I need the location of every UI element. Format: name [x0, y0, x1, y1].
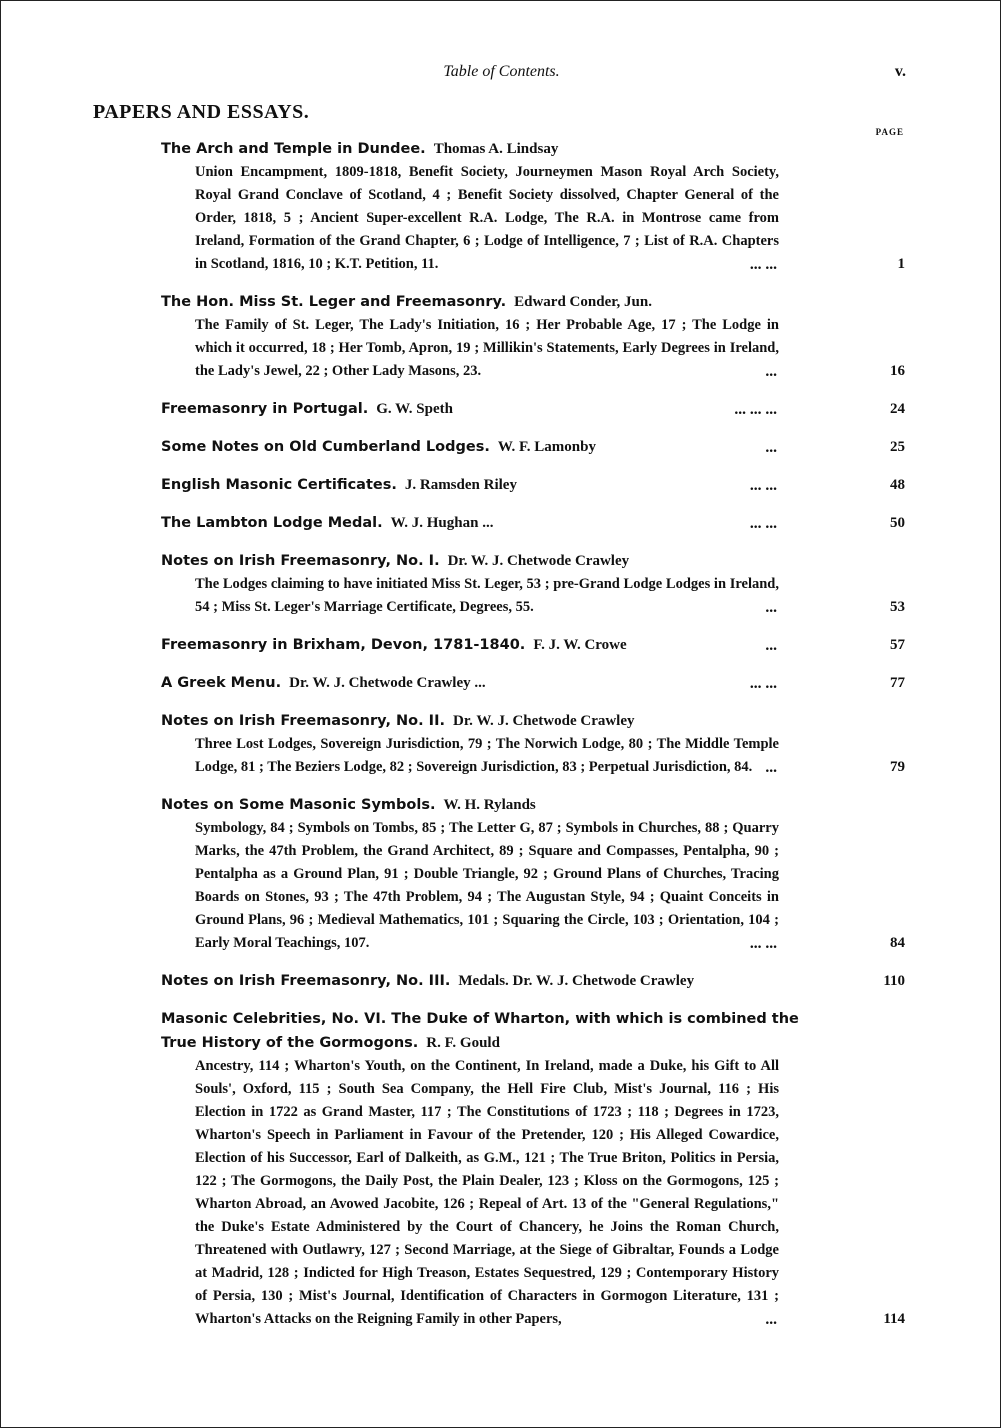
toc-entry-title: Notes on Irish Freemasonry, No. III.	[161, 973, 451, 989]
toc-entry-heading	[161, 473, 905, 497]
toc-entry-leader-dots: ... ...	[749, 935, 777, 952]
section-heading: PAPERS AND ESSAYS.	[93, 101, 310, 123]
toc-entry-page-number: 110	[883, 973, 905, 989]
toc-entry-author: Dr. W. J. Chetwode Crawley ...	[289, 675, 486, 691]
toc-entry-author: R. F. Gould	[426, 1035, 500, 1051]
toc-entry-author: Medals. Dr. W. J. Chetwode Crawley	[458, 973, 695, 989]
toc-entry-description: The Family of St. Leger, The Lady's Initiation, 16 ; Her Probable Age, 17 ; The Lodge in which it occurred, 18 ; Her Tomb, Apron, 19 ; Millikin's Statements, Early Degrees in Ireland, the Lady's Jewel, 22 ; Other Lady Masons, 23.	[195, 317, 779, 379]
toc-entry-page-number: 1	[897, 256, 905, 272]
toc-entry-title: Freemasonry in Brixham, Devon, 1781-1840.	[161, 637, 526, 653]
toc-entry-page-number: 50	[890, 515, 905, 531]
toc-entry	[161, 397, 905, 421]
toc-entry-page-number: 114	[883, 1311, 905, 1327]
toc-entry-heading	[161, 435, 905, 459]
toc-entry-page-number: 79	[890, 759, 905, 775]
toc-entry-heading	[161, 633, 905, 657]
toc-entry-author: Dr. W. J. Chetwode Crawley	[452, 713, 635, 729]
toc-entry-leader-dots: ... ...	[749, 515, 777, 532]
toc-entry-author: Edward Conder, Jun.	[514, 294, 652, 310]
toc-entry-title: Masonic Celebrities, No. VI. The Duke of Wharton, with which is combined the True History of the Gormogons.	[161, 1011, 799, 1051]
toc-entry-page-number: 84	[890, 935, 905, 951]
toc-entry-page-number: 25	[890, 439, 905, 455]
toc-entry-leader-dots: ... ...	[749, 477, 777, 494]
toc-entry-page-number: 16	[890, 363, 905, 379]
toc-entry-page-number: 77	[890, 675, 905, 691]
toc-entry-page-number: 48	[890, 477, 905, 493]
toc-entry-title: Notes on Some Masonic Symbols.	[161, 797, 436, 813]
toc-entry	[161, 793, 905, 955]
toc-entry-leader-dots: ... ...	[749, 675, 777, 692]
page-number: v.	[894, 63, 906, 80]
toc-entry-leader-dots: ...	[765, 439, 777, 456]
toc-entry-title: A Greek Menu.	[161, 675, 282, 691]
toc-entry	[161, 435, 905, 459]
toc-entry-page-number: 24	[890, 401, 905, 417]
toc-entry-heading	[161, 969, 905, 993]
toc-entry	[161, 969, 905, 993]
toc-entry-leader-dots: ...	[765, 759, 777, 776]
toc-entry	[161, 511, 905, 535]
toc-entry	[161, 671, 905, 695]
toc-entry	[161, 709, 905, 779]
toc-entry-title: The Lambton Lodge Medal.	[161, 515, 383, 531]
toc-entry-description: Symbology, 84 ; Symbols on Tombs, 85 ; The Letter G, 87 ; Symbols in Churches, 88 ; Quarry Marks, the 47th Problem, the Grand Architect, 89 ; Square and Compasses, Pentalpha, 90 ; Pentalpha as a Ground Plan, 91 ; Double Triangle, 92 ; Ground Plans of Churches, Tracing Boards on Stones, 93 ; The 47th Problem, 94 ; The Augustan Style, 94 ; Quaint Conceits in Ground Plans, 96 ; Medieval Mathematics, 101 ; Squaring the Circle, 103 ; Orientation, 104 ; Early Moral Teachings, 107.	[195, 820, 779, 951]
toc-entry	[161, 633, 905, 657]
toc-entry-leader-dots: ...	[765, 1311, 777, 1328]
toc-entry-author: F. J. W. Crowe	[533, 637, 627, 653]
toc-entry-author: W. H. Rylands	[443, 797, 536, 813]
toc-entry-description: Three Lost Lodges, Sovereign Jurisdiction, 79 ; The Norwich Lodge, 80 ; The Middle Temple Lodge, 81 ; The Beziers Lodge, 82 ; Sovereign Jurisdiction, 83 ; Perpetual Jurisdiction, 84.	[195, 736, 779, 775]
toc-entry-description: Ancestry, 114 ; Wharton's Youth, on the Continent, In Ireland, made a Duke, his Gift to All Souls', Oxford, 115 ; South Sea Company, the Hell Fire Club, Mist's Journal, 116 ; His Election in 1722 as Grand Master, 117 ; The Constitutions of 1723 ; 118 ; Degrees in 1723, Wharton's Speech in Parliament in Favour of the Pretender, 120 ; His Alleged Cowardice, Election of his Successor, Earl of Dalkeith, as G.M., 121 ; The True Briton, Politics in Persia, 122 ; The Gormogons, the Daily Post, the Plain Dealer, 123 ; Kloss on the Gormogons, 125 ; Wharton Abroad, an Avowed Jacobite, 126 ; Repeal of Art. 13 of the "General Regulations," the Duke's Estate Administered by the Court of Chancery, he Joins the Roman Church, Threatened with Outlawry, 127 ; Second Marriage, at the Siege of Gibraltar, Founds a Lodge at Madrid, 128 ; Indicted for High Treason, Estates Sequestred, 129 ; Contemporary History of Persia, 130 ; Mist's Journal, Identification of Characters in Gormogon Literature, 131 ; Wharton's Attacks on the Reigning Family in other Papers,	[195, 1058, 779, 1327]
toc-entry	[161, 473, 905, 497]
toc-entry-description: The Lodges claiming to have initiated Miss St. Leger, 53 ; pre-Grand Lodge Lodges in Ireland, 54 ; Miss St. Leger's Marriage Certificate, Degrees, 55.	[195, 576, 779, 615]
toc-entry	[161, 1007, 905, 1331]
toc-entry-leader-dots: ...	[765, 363, 777, 380]
toc-entry	[161, 290, 905, 383]
toc-entry-description: Union Encampment, 1809-1818, Benefit Society, Journeymen Mason Royal Arch Society, Royal Grand Conclave of Scotland, 4 ; Benefit Society dissolved, Chapter General of the Order, 1818, 5 ; Ancient Super-excellent R.A. Lodge, The R.A. in Montrose came from Ireland, Formation of the Grand Chapter, 6 ; Lodge of Intelligence, 7 ; List of R.A. Chapters in Scotland, 1816, 10 ; K.T. Petition, 11.	[195, 164, 779, 272]
toc-entry-title: Notes on Irish Freemasonry, No. I.	[161, 553, 440, 569]
toc-entry	[161, 137, 905, 276]
toc-entry-leader-dots: ...	[765, 637, 777, 654]
toc-entry-title: The Arch and Temple in Dundee.	[161, 141, 426, 157]
toc-entry-title: English Masonic Certificates.	[161, 477, 397, 493]
toc-entry-author: W. J. Hughan ...	[390, 515, 494, 531]
toc-entry-title: The Hon. Miss St. Leger and Freemasonry.	[161, 294, 507, 310]
toc-entry-author: J. Ramsden Riley	[404, 477, 517, 493]
toc-entry-page-number: 57	[890, 637, 905, 653]
toc-entry-author: Thomas A. Lindsay	[433, 141, 559, 157]
table-of-contents	[161, 137, 905, 1345]
page-column-label: PAGE	[875, 127, 904, 137]
toc-entry-leader-dots: ... ... ...	[734, 401, 777, 418]
toc-entry	[161, 549, 905, 619]
toc-entry-leader-dots: ...	[765, 599, 777, 616]
toc-entry-heading	[161, 511, 905, 535]
toc-entry-author: W. F. Lamonby	[497, 439, 596, 455]
toc-entry-page-number: 53	[890, 599, 905, 615]
toc-entry-title: Notes on Irish Freemasonry, No. II.	[161, 713, 445, 729]
running-header	[1, 61, 1001, 89]
toc-entry-author: Dr. W. J. Chetwode Crawley	[447, 553, 630, 569]
toc-entry-heading	[161, 671, 905, 695]
toc-entry-leader-dots: ... ...	[749, 256, 777, 273]
toc-entry-heading	[161, 397, 905, 421]
toc-entry-author: G. W. Speth	[376, 401, 453, 417]
running-title: Table of Contents.	[443, 63, 560, 80]
toc-entry-title: Some Notes on Old Cumberland Lodges.	[161, 439, 490, 455]
toc-entry-title: Freemasonry in Portugal.	[161, 401, 369, 417]
